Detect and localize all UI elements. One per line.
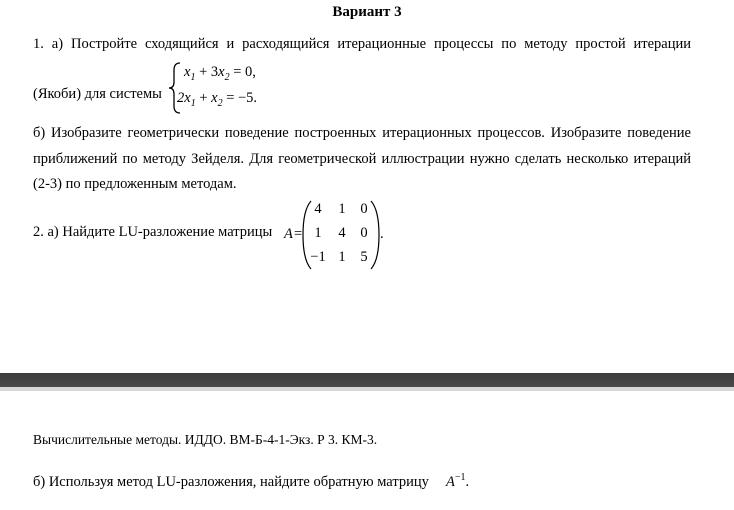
matrix-row-2: 1 4 0: [314, 225, 368, 241]
matrix-equals: =: [294, 226, 303, 242]
matrix-row-3: −1 1 5: [310, 249, 368, 265]
task1b-line1: б) Изобразите геометрически поведение построенных итерационных процессов. Изобразите поведение: [33, 125, 691, 141]
page-title: Вариант 3: [332, 4, 402, 20]
system-equation-1: $x_1 + 3x_2 = 0$,: [184, 64, 256, 83]
task1b-line3: (2-3) по предложенным методам.: [33, 176, 237, 192]
task2b-text: б) Используя метод LU-разложения, найдите обратную матрицу: [33, 474, 429, 490]
page-separator: [0, 373, 734, 387]
task1b-line2: приближений по методу Зейделя. Для геометрической иллюстрации нужно сделать несколько итераций: [33, 151, 691, 167]
page-separator-shadow: [0, 387, 734, 391]
matrix-name: A: [284, 226, 293, 242]
system-equation-2: $2x_1 + x_2 = -5$.: [177, 90, 258, 109]
matrix-row-1: 4 1 0: [314, 201, 368, 217]
matrix-end-period: .: [380, 226, 384, 242]
inverse-matrix: $A^{-1}$.: [446, 472, 470, 490]
task1-line1: 1. а) Постройте сходящийся и расходящийся итерационные процессы по методу простой итерации: [33, 36, 691, 52]
task2-prefix: 2. а) Найдите LU-разложение матрицы: [33, 224, 273, 240]
page-footer: Вычислительные методы. ИДДО. ВМ-Б-4-1-Экз. Р 3. КМ-3.: [33, 432, 378, 447]
task1-prefix: (Якоби) для системы: [33, 86, 162, 102]
